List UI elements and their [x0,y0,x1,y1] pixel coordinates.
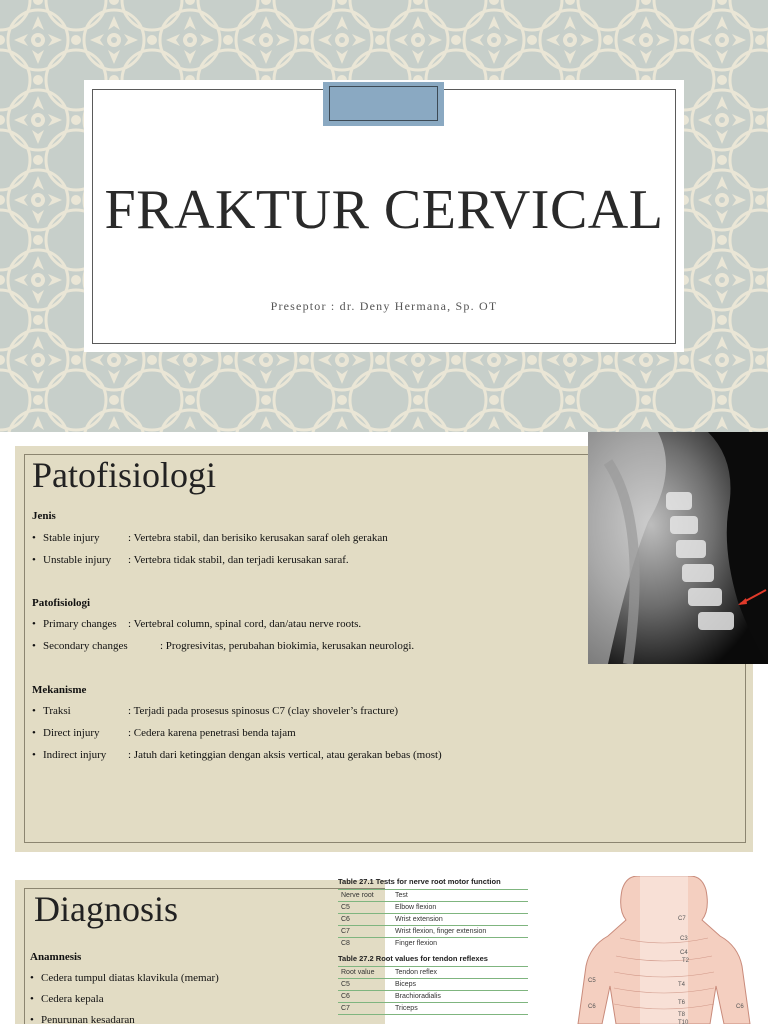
dermatome-label: C3 [680,936,688,942]
slide-heading: Diagnosis [34,889,178,929]
table-caption: Table 27.2 Root values for tendon reflexes [338,954,488,963]
table-row: C5 Biceps [338,979,528,991]
table-row: C7 Triceps [338,1003,528,1015]
section-title-mekanisme: Mekanisme [32,684,87,696]
dermatome-label: T4 [678,982,686,988]
title-accent-tab [323,82,444,126]
dermatome-label: C6 [736,1004,744,1010]
dermatome-label: C7 [678,916,686,922]
slide-heading: Patofisiologi [32,455,217,495]
dermatome-label: T10 [678,1020,689,1024]
cervical-xray-image [588,432,768,664]
diagnosis-slide: Diagnosis Anamnesis • Cedera tumpul diatas klavikula (memar) • Cedera kepala • Penurunan kesadaran Table 27.1 Tests for nerve root motor function Nerve root Test C5 Elbow flexion C6 Wrist extension C7 Wrist flexion, finger extension C8 Finger flexion Table 27.2 Root values for tendon reflexes Root value Tendon reflex C5 Biceps C6 Brachioradialis C7 Triceps C7 C3 C4 T2 T4 T6 T8 T10 C5 C6 C6 [0,864,768,1024]
dermatome-label: C6 [588,1004,596,1010]
table-header-row: Root value Tendon reflex [338,966,528,979]
nerve-root-motor-table [338,877,528,949]
table-row: C5 Elbow flexion [338,902,528,914]
title-slide [0,0,768,432]
presentation-title: FRAKTUR CERVICAL [104,179,664,241]
dermatome-label: T6 [678,1000,686,1006]
section-title-patofisiologi: Patofisiologi [32,597,91,609]
section-title-anamnesis: Anamnesis [30,951,82,963]
table-header-row: Nerve root Test [338,889,528,902]
dermatome-label: T8 [678,1012,686,1018]
tendon-reflex-table [338,954,528,1015]
patofisiologi-slide: Patofisiologi Jenis • Stable injury : Vertebra stabil, dan berisiko kerusakan saraf oleh gerakan • Unstable injury : Vertebra tidak stabil, dan terjadi kerusakan saraf. Patofisiologi • Primary changes : Vertebral column, spinal cord, dan/atau nerve roots. • Secondary changes : Progresivitas, perubahan biokimia, kerusakan neurologi. Mekanisme • Traksi : Terjadi pada prosesus spinosus C7 (clay shoveler’s fracture) • Direct injury : Cedera karena penetrasi benda tajam • Indirect injury : Jatuh dari ketinggian dengan aksis vertical, atau gerakan bebas (most) [0,432,768,864]
dermatome-label: T2 [682,958,690,964]
presentation-subtitle: Preseptor : dr. Deny Hermana, Sp. OT [270,299,498,313]
section-title-jenis: Jenis [32,510,56,522]
dermatome-figure [560,876,768,1024]
table-row: C7 Wrist flexion, finger extension [338,926,528,938]
table-caption: Table 27.1 Tests for nerve root motor function [338,877,501,886]
table-row: C8 Finger flexion [341,940,438,947]
table-row: C6 Wrist extension [338,914,528,926]
dermatome-label: C5 [588,978,596,984]
dermatome-label: C4 [680,950,688,956]
table-row: C6 Brachioradialis [338,991,528,1003]
